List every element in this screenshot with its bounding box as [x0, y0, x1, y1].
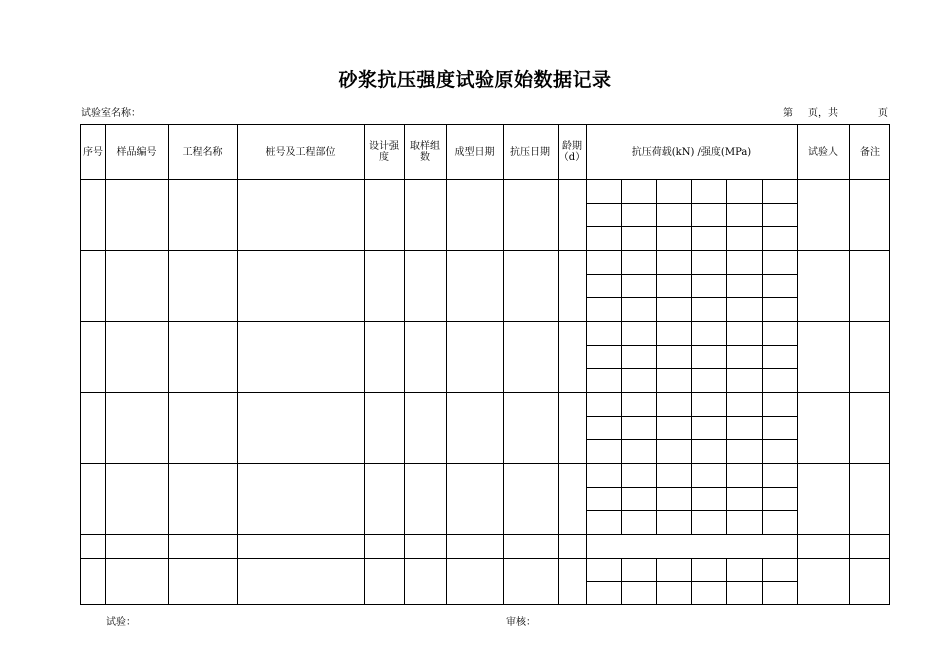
- load-cell-divider: [762, 321, 763, 392]
- header-compression-date: 抗压日期: [510, 146, 550, 158]
- column-divider: [404, 125, 405, 604]
- load-cell-divider: [726, 321, 727, 392]
- load-cell-divider: [691, 321, 692, 392]
- load-cell-divider: [762, 392, 763, 463]
- group-row-divider: [81, 321, 889, 322]
- group-row-divider: [81, 392, 889, 393]
- load-cell-divider: [656, 392, 657, 463]
- load-cell-divider: [726, 392, 727, 463]
- column-divider: [586, 125, 587, 604]
- load-cell-divider: [656, 250, 657, 321]
- header-load-strength: 抗压荷载(kN) /强度(MPa): [631, 146, 752, 158]
- column-divider: [364, 125, 365, 604]
- column-divider: [503, 125, 504, 604]
- load-cell-divider: [762, 179, 763, 250]
- lab-name-label: 试验室名称：: [81, 108, 141, 119]
- header-age-days: 龄期（d）: [558, 141, 586, 163]
- column-divider: [797, 125, 798, 604]
- column-divider: [168, 125, 169, 604]
- load-cell-divider: [691, 392, 692, 463]
- load-cell-divider: [726, 250, 727, 321]
- load-cell-divider: [762, 463, 763, 534]
- group-row-divider: [81, 463, 889, 464]
- column-divider: [849, 125, 850, 604]
- header-sample-no: 样品编号: [116, 146, 157, 158]
- header-forming-date: 成型日期: [454, 146, 495, 158]
- load-cell-divider: [656, 321, 657, 392]
- load-cell-divider: [691, 463, 692, 534]
- load-cell-divider: [726, 179, 727, 250]
- page-label-di: 第: [783, 108, 793, 119]
- reviewer-label: 审核：: [506, 617, 536, 628]
- page-label-ye-gong: 页，共: [808, 108, 838, 119]
- header-sample-groups: 取样组数: [410, 141, 440, 163]
- load-cell-divider: [656, 463, 657, 534]
- load-cell-divider: [762, 250, 763, 321]
- group-row-divider: [81, 558, 889, 559]
- header-tester: 试验人: [808, 146, 838, 158]
- header-remarks: 备注: [860, 146, 880, 158]
- load-cell-divider: [656, 179, 657, 250]
- page-counter: [783, 104, 893, 119]
- load-cell-divider: [691, 250, 692, 321]
- record-table: [80, 124, 890, 605]
- column-divider: [558, 125, 559, 604]
- load-cell-divider: [621, 558, 622, 604]
- load-cell-divider: [621, 392, 622, 463]
- load-cell-divider: [621, 179, 622, 250]
- tester-label: 试验：: [106, 617, 136, 628]
- load-cell-divider: [691, 179, 692, 250]
- load-cell-divider: [621, 321, 622, 392]
- page-title: 砂浆抗压强度试验原始数据记录: [338, 69, 612, 91]
- header-project-name: 工程名称: [182, 146, 223, 158]
- load-cell-divider: [726, 558, 727, 604]
- header-station-location: 桩号及工程部位: [265, 146, 336, 158]
- group-row-divider: [81, 534, 889, 535]
- column-divider: [237, 125, 238, 604]
- header-design-strength: 设计强度: [369, 141, 399, 163]
- column-divider: [446, 125, 447, 604]
- load-cell-divider: [691, 558, 692, 604]
- load-cell-divider: [726, 463, 727, 534]
- page-label-ye: 页: [878, 108, 888, 119]
- header-divider: [81, 179, 889, 180]
- group-row-divider: [81, 250, 889, 251]
- load-cell-divider: [656, 558, 657, 604]
- load-cell-divider: [621, 250, 622, 321]
- header-seq: 序号: [83, 146, 103, 158]
- column-divider: [105, 125, 106, 604]
- load-cell-divider: [762, 558, 763, 604]
- load-cell-divider: [621, 463, 622, 534]
